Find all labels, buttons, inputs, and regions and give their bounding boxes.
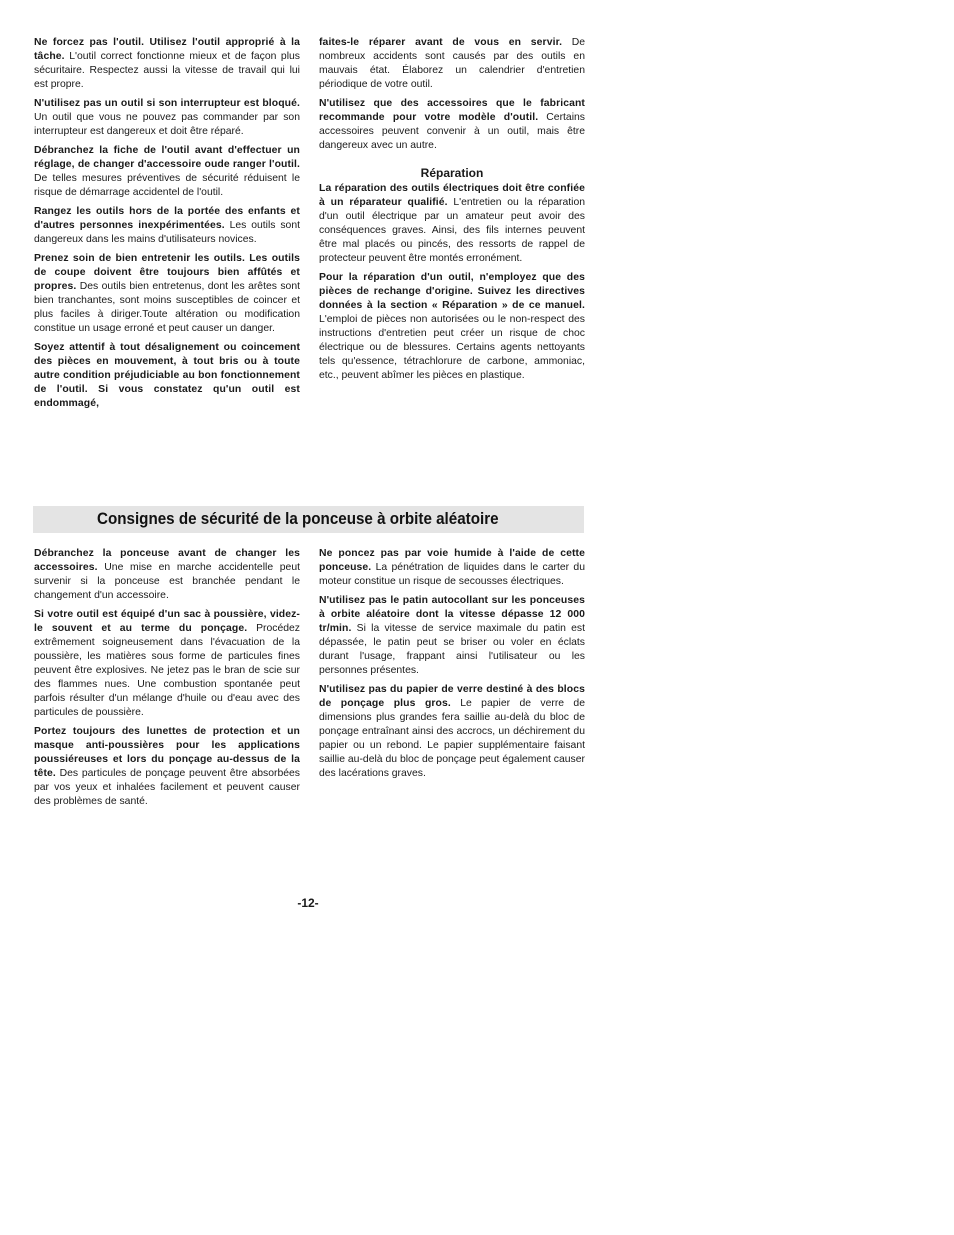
paragraph (34, 36, 300, 92)
paragraph-body: De nombreux accidents sont causés par des outils en mauvais état. Élaborez un calendrier d'entretien périodique de votre outil. (319, 37, 586, 90)
paragraph (34, 608, 300, 720)
paragraph-body: Un outil que vous ne pouvez pas commander par son interrupteur est dangereux et doit être réparé. (34, 112, 300, 137)
paragraph-lead: N'utilisez pas du papier de verre destiné à des blocs de ponçage plus gros. (319, 684, 585, 709)
paragraph-body: Une mise en marche accidentelle peut survenir si la ponceuse est branchée pendant le changement d'un accessoire. (34, 562, 300, 601)
paragraph-body: L'outil correct fonctionne mieux et de façon plus sécuritaire. Respectez aussi la vitesse de travail qui lui est propre. (34, 51, 300, 90)
column-right-bottom (319, 547, 585, 786)
paragraph-body: L'entretien ou la réparation d'un outil électrique par un amateur peut avoir des conséquences graves. Ainsi, des fils internes peuvent être mal placés ou pincés, des ressorts de rappel de protecteur peuvent être montés erronément. (319, 197, 586, 264)
paragraph-lead: Rangez les outils hors de la portée des enfants et d'autres personnes inexpérimentées. (34, 206, 300, 231)
paragraph-lead: Pour la réparation d'un outil, n'employez que des pièces de rechange d'origine. Suivez les directives données à la section « Réparation » de ce manuel. (319, 272, 585, 311)
page-number: -12- (297, 896, 319, 910)
paragraph (34, 205, 300, 247)
paragraph (319, 36, 585, 92)
paragraph-body: Si la vitesse de service maximale du patin est dépassée, le patin peut se briser ou voler en éclats durant l'usage, frappant ainsi l'utilisateur ou les personnes présentes. (319, 623, 585, 676)
paragraph (319, 182, 585, 266)
paragraph-body: Certains accessoires peuvent convenir à un outil, mais être dangereux avec un autre. (319, 112, 585, 151)
paragraph-lead: N'utilisez que des accessoires que le fabricant recommande pour votre modèle d'outil. (319, 98, 585, 123)
paragraph (319, 97, 585, 153)
paragraph-lead: Portez toujours des lunettes de protection et un masque anti-poussières pour les applications poussiéreuses et lors du ponçage au-dessus de la tête. (34, 726, 300, 779)
paragraph-lead: Prenez soin de bien entretenir les outils. Les outils de coupe doivent être toujours bien affûtés et propres. (34, 253, 300, 292)
paragraph-lead: N'utilisez pas un outil si son interrupteur est bloqué. (34, 98, 300, 109)
paragraph (319, 594, 585, 678)
paragraph-body: Procédez extrêmement soigneusement dans l'évacuation de la poussière, les matières sous forme de particules fines peuvent être explosives. Ne jetez pas le bran de scie sur des flammes nues. Une combustion spontanée peut parfois résulter d'un mélange d'huile ou d'eau avec des particules de poussière. (34, 623, 300, 718)
paragraph-body: Le papier de verre de dimensions plus grandes fera saillie au-delà du bloc de ponçage entraînant ainsi des accrocs, un déchirement du papier ou un rebond. Le papier supplémentaire faisant saillie au-delà du bloc de ponçage peut également causer des lacérations graves. (319, 698, 585, 779)
paragraph-lead: Débranchez la fiche de l'outil avant d'effectuer un réglage, de changer d'accessoire oude ranger l'outil. (34, 145, 300, 170)
paragraph-body: Des outils bien entretenus, dont les arêtes sont bien tranchantes, sont moins susceptibles de coincer et plus faciles à diriger.Toute altération ou modification constitue un usage erroné et peut causer un danger. (34, 281, 300, 334)
paragraph (34, 144, 300, 200)
paragraph-body: Des particules de ponçage peuvent être absorbées par vos yeux et inhalées facilement et peuvent causer des problèmes de santé. (34, 768, 300, 807)
column-left-top (34, 36, 300, 416)
column-right-top (319, 36, 585, 388)
paragraph-lead: Soyez attentif à tout désalignement ou coincement des pièces en mouvement, à tout bris ou à toute autre condition préjudiciable au bon fonctionnement de l'outil. Si vous constatez qu'un outil est endommagé, (34, 342, 300, 409)
paragraph-lead: Ne forcez pas l'outil. Utilisez l'outil approprié à la tâche. (34, 37, 300, 62)
paragraph-lead: Si votre outil est équipé d'un sac à poussière, videz-le souvent et au terme du ponçage. (34, 609, 300, 634)
paragraph-lead: La réparation des outils électriques doit être confiée à un réparateur qualifié. (319, 183, 585, 208)
paragraph-lead: Débranchez la ponceuse avant de changer les accessoires. (34, 548, 300, 573)
paragraph (319, 271, 585, 383)
paragraph-lead: faites-le réparer avant de vous en servir. (319, 37, 563, 48)
section-title: Consignes de sécurité de la ponceuse à orbite aléatoire (97, 510, 499, 528)
paragraph (319, 683, 585, 781)
repair-subheading: Réparation (420, 166, 484, 180)
paragraph-body: De telles mesures préventives de sécurité réduisent le risque de démarrage accidentel de l'outil. (34, 173, 300, 198)
paragraph (34, 341, 300, 411)
paragraph-body: L'emploi de pièces non autorisées ou le non-respect des instructions d'entretien peut créer un risque de choc électrique ou de blessures. Certains agents nettoyants tels qu'essence, tétrachlorure de carbone, ammoniac, etc., peuvent abîmer les pièces en plastique. (319, 314, 585, 381)
paragraph-body: Les outils sont dangereux dans les mains d'utilisateurs novices. (34, 220, 300, 245)
paragraph (319, 547, 585, 589)
paragraph-lead: Ne poncez pas par voie humide à l'aide de cette ponceuse. (319, 548, 585, 573)
paragraph (34, 97, 300, 139)
paragraph (34, 252, 300, 336)
column-left-bottom (34, 547, 300, 814)
paragraph (34, 725, 300, 809)
paragraph-body: La pénétration de liquides dans le carter du moteur constitue un risque de secousses électriques. (319, 562, 585, 587)
paragraph (34, 547, 300, 603)
paragraph-lead: N'utilisez pas le patin autocollant sur les ponceuses à orbite aléatoire dont la vitesse dépasse 12 000 tr/min. (319, 595, 585, 634)
section-banner (33, 506, 584, 533)
